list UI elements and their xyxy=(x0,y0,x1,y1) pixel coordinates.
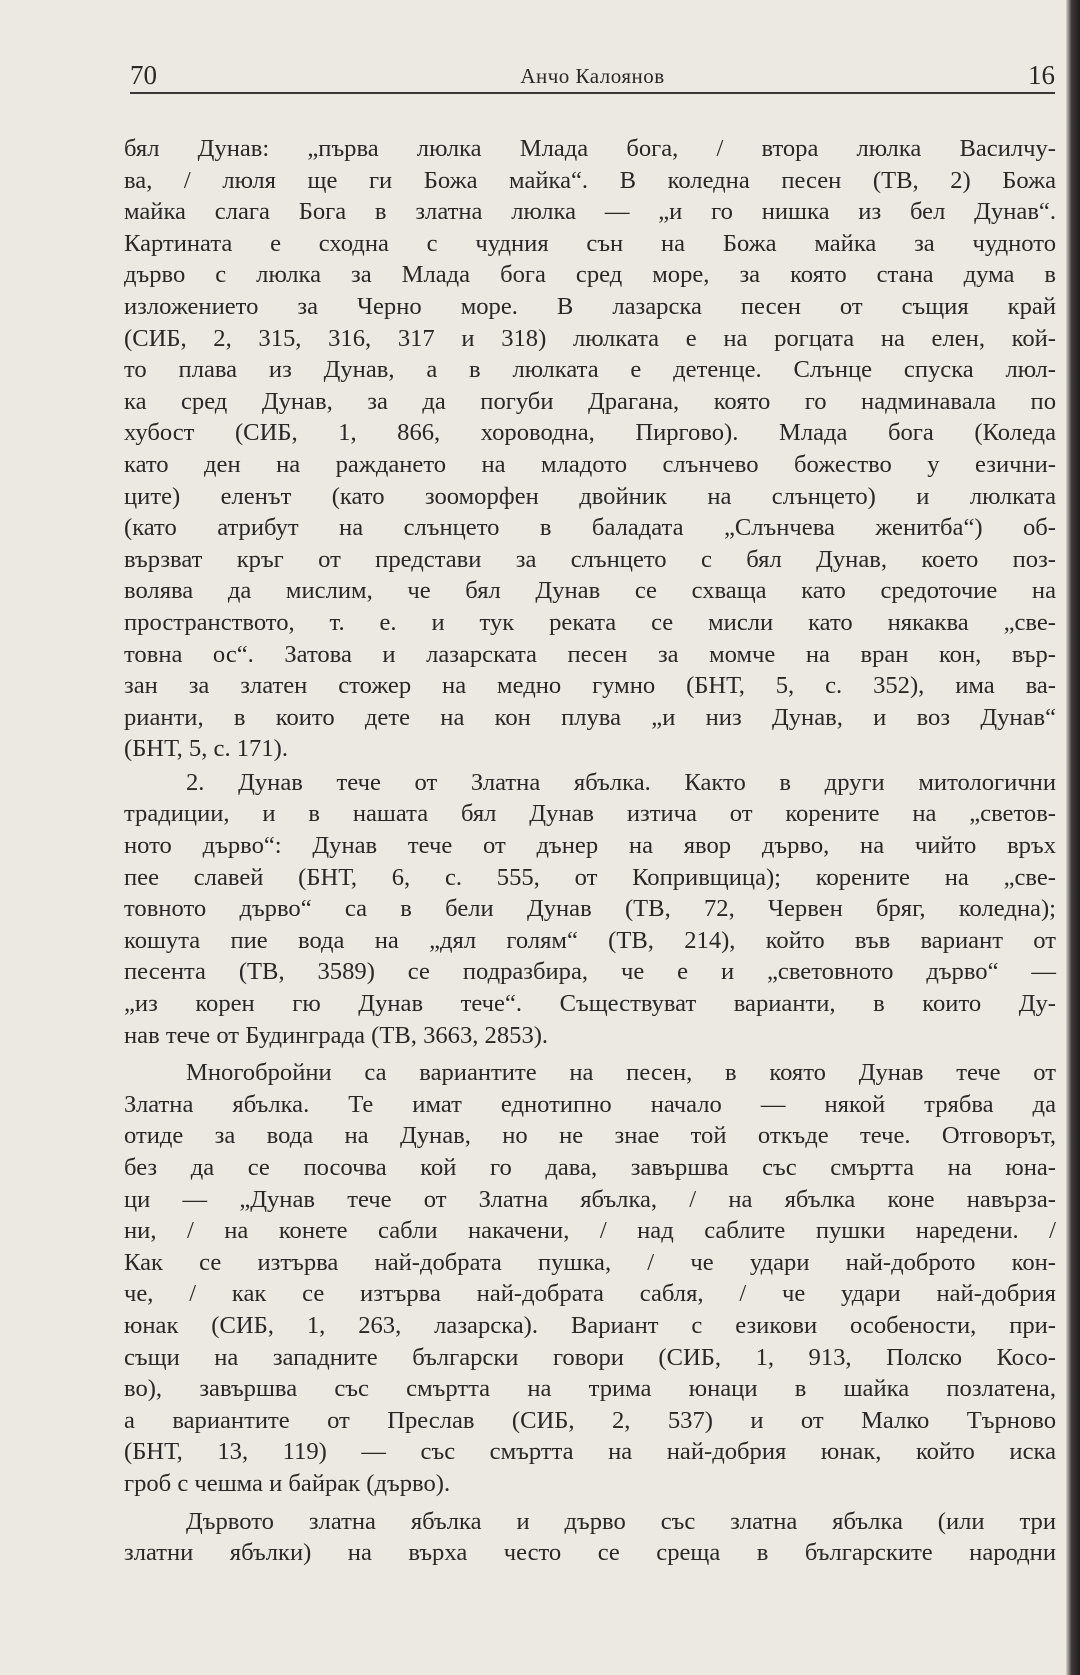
paragraph-2 xyxy=(124,767,1056,1051)
text-line: ни, / на конете сабли накачени, / над саблите пушки наредени. / xyxy=(124,1217,1056,1245)
text-line: товна ос“. Затова и лазарската песен за момче на вран кон, вър- xyxy=(124,640,1056,668)
text-line: майка слага Бога в златна люлка — „и го нишка из бел Дунав“. xyxy=(124,198,1056,226)
text-line: че, / как се изтърва най-добрата сабля, / че удари най-добрия xyxy=(124,1280,1056,1308)
text-line: отиде за вода на Дунав, но не знае той откъде тече. Отговорът, xyxy=(124,1122,1056,1150)
text-line: пее славей (БНТ, 6, с. 555, от Копривщица); корените на „све- xyxy=(124,863,1056,891)
running-head-author: Анчо Калоянов xyxy=(520,64,665,88)
text-line: (СИБ, 2, 315, 316, 317 и 318) люлката е на рогцата на елен, кой- xyxy=(124,324,1056,352)
text-line: (като атрибут на слънцето в баладата „Слънчева женитба“) об- xyxy=(124,514,1056,542)
text-line: нав тече от Будинграда (ТВ, 3663, 2853). xyxy=(124,1021,549,1049)
text-line: ците) еленът (като зооморфен двойник на слънцето) и люлката xyxy=(124,482,1056,510)
page-number: 70 xyxy=(130,60,157,90)
text-line: рианти, в които дете на кон плува „и низ Дунав, и воз Дунав“ xyxy=(124,703,1056,731)
text-line: бял Дунав: „първа люлка Млада бога, / втора люлка Василчу- xyxy=(124,135,1056,162)
text-line: изложението за Черно море. В лазарска песен от същия край xyxy=(124,292,1056,320)
text-line: ци — „Дунав тече от Златна ябълка, / на ябълка коне навърза- xyxy=(124,1185,1056,1213)
text-line: златни ябълки) на върха често се среща в българските народни xyxy=(124,1539,1056,1567)
paragraph-4 xyxy=(124,1506,1056,1569)
paragraph-1 xyxy=(124,133,1056,765)
text-line: зан за златен стожер на медно гумно (БНТ, 5, с. 352), има ва- xyxy=(124,672,1056,700)
running-header xyxy=(130,58,1055,94)
text-line: Картината е сходна с чудния сън на Божа майка за чудното xyxy=(124,229,1056,257)
text-line: пространството, т. е. и тук реката се мисли като някаква „све- xyxy=(124,608,1056,636)
text-line: Дървото златна ябълка и дърво със златна ябълка (или три xyxy=(186,1507,1056,1535)
text-line: во), завършва със смъртта на трима юнаци в шайка позлатена, xyxy=(124,1375,1056,1403)
text-line: ното дърво“: Дунав тече от дънер на явор дърво, на чийто връх xyxy=(124,832,1056,860)
page-edge xyxy=(1066,0,1080,1675)
text-body xyxy=(124,133,1056,1569)
text-line: същи на западните български говори (СИБ, 1, 913, Полско Косо- xyxy=(124,1343,1056,1371)
text-line: кошута пие вода на „дял голям“ (ТВ, 214), който във вариант от xyxy=(124,926,1056,954)
text-line: „из корен гю Дунав тече“. Съществуват варианти, в които Ду- xyxy=(124,990,1056,1018)
text-line: вързват кръг от представи за слънцето с бял Дунав, което поз- xyxy=(124,545,1056,573)
text-line: песента (ТВ, 3589) се подразбира, че е и „световното дърво“ — xyxy=(124,958,1056,986)
text-line: хубост (СИБ, 1, 866, хороводна, Пиргово). Млада бога (Коледа xyxy=(124,419,1056,447)
text-line: като ден на раждането на младото слънчево божество у езични- xyxy=(124,450,1056,478)
text-line: Многобройни са вариантите на песен, в която Дунав тече от xyxy=(186,1059,1056,1087)
text-line: (БНТ, 13, 119) — със смъртта на най-добрия юнак, който иска xyxy=(124,1438,1056,1466)
section-number: 16 xyxy=(1028,60,1055,90)
text-line: юнак (СИБ, 1, 263, лазарска). Вариант с езикови особености, при- xyxy=(124,1311,1056,1339)
text-line: традиции, и в нашата бял Дунав изтича от корените на „светов- xyxy=(124,800,1056,828)
text-line: без да се посочва кой го дава, завършва със смъртта на юна- xyxy=(124,1154,1056,1181)
text-line: (БНТ, 5, с. 171). xyxy=(124,735,288,763)
text-line: Златна ябълка. Те имат еднотипно начало — някой трябва да xyxy=(124,1090,1056,1118)
text-line: Как се изтърва най-добрата пушка, / че удари най-доброто кон- xyxy=(124,1248,1056,1276)
text-line: ка сред Дунав, за да погуби Драгана, която го надминавала по xyxy=(124,387,1056,415)
text-line: гроб с чешма и байрак (дърво). xyxy=(124,1469,451,1497)
paragraph-3 xyxy=(124,1057,1056,1499)
text-line: товното дърво“ са в бели Дунав (ТВ, 72, Червен бряг, коледна); xyxy=(124,895,1056,923)
text-line: а вариантите от Преслав (СИБ, 2, 537) и от Малко Търново xyxy=(124,1406,1056,1434)
text-line: ва, / люля ще ги Божа майка“. В коледна песен (ТВ, 2) Божа xyxy=(124,166,1056,194)
text-line: волява да мислим, че бял Дунав се схваща като средоточие на xyxy=(124,577,1056,605)
text-line: 2. Дунав тече от Златна ябълка. Както в други митологични xyxy=(186,768,1056,796)
text-line: то плава из Дунав, а в люлката е детенце. Слънце спуска люл- xyxy=(124,356,1056,384)
text-line: дърво с люлка за Млада бога сред море, за която стана дума в xyxy=(124,261,1056,289)
